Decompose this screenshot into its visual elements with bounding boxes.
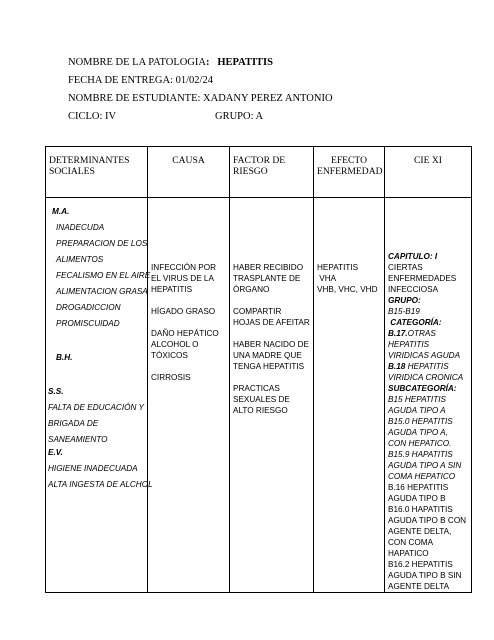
list-item: ALIMENTOS	[56, 255, 104, 264]
sub-item: B16.2 HEPATITIS AGUDA TIPO B SIN AGENTE DELTA	[388, 560, 462, 591]
causa-item: INFECCIÓN POR EL VIRUS DE LA HEPATITIS	[151, 263, 217, 294]
factor-item: HABER NACIDO DE UNA MADRE QUE TENGA HEPATITIS	[233, 340, 309, 371]
cat1-text: OTRAS HEPATITIS VIRIDICAS AGUDA	[388, 329, 461, 360]
list-item: ALTA INGESTA DE ALCHOL	[48, 480, 153, 489]
sub-item: B15.0 HEPATITIS AGUDA TIPO A, CON HEPATICO.	[388, 417, 453, 448]
list-item: PROMISCUIDAD	[56, 319, 120, 328]
sub-item: B15.9 HAPATITIS AGUDA TIPO A SIN COMA HEPATICO	[388, 450, 462, 481]
factor-item: PRACTICAS SEXUALES DE ALTO RIESGO	[233, 384, 290, 415]
table-header-row	[46, 147, 472, 198]
section-ss: S.S.	[48, 387, 64, 396]
list-item: FALTA DE EDUCACIÓN Y	[48, 403, 144, 412]
cell-efecto	[314, 198, 385, 593]
causa-item: DAÑO HEPÁTICO ALCOHOL O TÓXICOS	[151, 329, 219, 360]
patologia-value: HEPATITIS	[217, 57, 273, 68]
cell-determinantes	[46, 198, 153, 593]
nombre-estudiante: NOMBRE DE ESTUDIANTE: XADANY PEREZ ANTONIO	[68, 93, 333, 104]
capitulo-label: CAPITULO: I	[388, 252, 438, 261]
header-factor: FACTOR DE RIESGO	[230, 147, 314, 198]
list-item: PREPARACION DE LOS	[56, 239, 148, 248]
list-item: INADECUDA	[56, 223, 105, 232]
hepatitis-table	[45, 146, 472, 593]
efecto-item: VHB, VHC, VHD	[317, 285, 378, 294]
categoria-label: CATEGORÍA:	[388, 318, 442, 327]
capitulo-text: CIERTAS ENFERMEDADES INFECCIOSA	[388, 263, 457, 294]
sub-item: B15 HEPATITIS AGUDA TIPO A	[388, 395, 446, 415]
factor-item: HABER RECIBIDO TRASPLANTE DE ÓRGANO	[233, 263, 304, 294]
header-causa: CAUSA	[148, 147, 230, 198]
list-item: DROGADICCION	[56, 303, 121, 312]
header-efecto: EFECTO ENFERMEDAD	[314, 147, 385, 198]
patologia-line: NOMBRE DE LA PATOLOGIA: HEPATITIS	[68, 57, 273, 68]
table-body-row	[46, 198, 472, 593]
section-ev: E.V.	[48, 448, 63, 457]
list-item: HIGIENE INADECUADA	[48, 464, 138, 473]
sub-item: B16.0 HAPATITIS AGUDA TIPO B CON AGENTE DELTA, CON COMA HAPATICO	[388, 505, 467, 558]
ciclo: CICLO: IV	[68, 111, 117, 122]
causa-item: CIRROSIS	[151, 373, 191, 382]
grupo-label: GRUPO:	[388, 296, 421, 305]
cell-factor	[230, 198, 314, 593]
grupo-value: B15-B19	[388, 307, 420, 316]
list-item: ALIMENTACION GRASA	[56, 287, 148, 296]
section-ma: M.A.	[52, 207, 70, 216]
cat2-code: B.18	[388, 362, 406, 371]
fecha-entrega: FECHA DE ENTREGA: 01/02/24	[68, 75, 213, 86]
section-bh: B.H.	[56, 353, 73, 362]
cell-causa	[148, 198, 230, 593]
cat2-text: HEPATITIS VIRIDICA CRONICA	[388, 362, 464, 382]
cell-cie	[385, 198, 472, 593]
header-cie: CIE XI	[385, 147, 472, 198]
cat1-code: B.17.	[388, 329, 408, 338]
factor-item: COMPARTIR HOJAS DE AFEITAR	[233, 307, 310, 327]
patologia-label: NOMBRE DE LA PATOLOGIA	[68, 57, 206, 68]
header-determinantes: DETERMINANTES SOCIALES	[46, 147, 148, 198]
causa-item: HÍGADO GRASO	[151, 307, 216, 316]
grupo: GRUPO: A	[215, 111, 264, 122]
sub-item: B.16 HEPATITIS AGUDA TIPO B	[388, 483, 449, 503]
efecto-item: VHA	[317, 274, 337, 283]
categoria-1	[388, 328, 468, 361]
list-item: FECALISMO EN EL AIRE	[56, 271, 151, 280]
efecto-item: HEPATITIS	[317, 263, 359, 272]
list-item: BRIGADA DE	[48, 419, 99, 428]
subcategoria-label: SUBCATEGORÍA:	[388, 384, 457, 393]
categoria-2	[388, 361, 468, 383]
list-item: SANEAMIENTO	[48, 435, 108, 444]
